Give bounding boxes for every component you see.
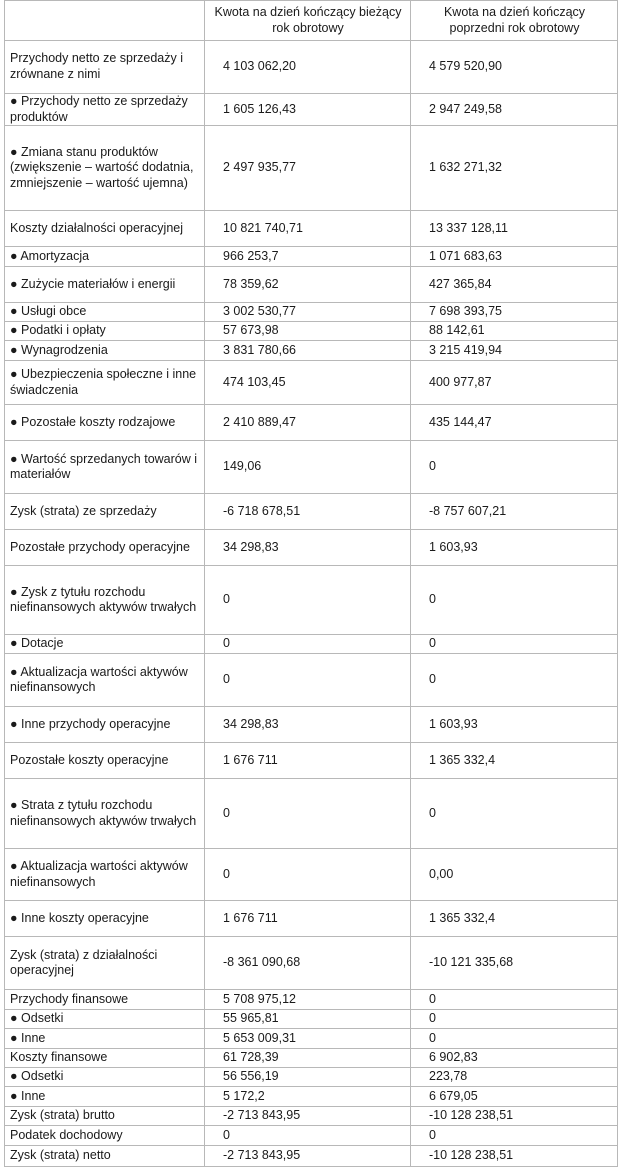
value-current-year: 0 [205, 635, 411, 654]
value-previous-year: 6 902,83 [411, 1049, 618, 1068]
table-row [5, 303, 618, 322]
value-previous-year: 1 071 683,63 [411, 247, 618, 267]
value-current-year: 1 676 711 [205, 901, 411, 937]
table-row [5, 441, 618, 494]
value-current-year: -8 361 090,68 [205, 937, 411, 990]
value-previous-year: 1 365 332,4 [411, 901, 618, 937]
row-label: Pozostałe przychody operacyjne [5, 530, 205, 566]
value-previous-year: -10 128 238,51 [411, 1107, 618, 1126]
value-previous-year: 1 603,93 [411, 707, 618, 743]
value-previous-year: 223,78 [411, 1068, 618, 1087]
value-previous-year: 1 603,93 [411, 530, 618, 566]
value-current-year: 149,06 [205, 441, 411, 494]
value-previous-year: 0,00 [411, 849, 618, 901]
table-row [5, 1126, 618, 1146]
row-label: ● Aktualizacja wartości aktywów niefinansowych [5, 849, 205, 901]
value-previous-year: 0 [411, 635, 618, 654]
value-current-year: 61 728,39 [205, 1049, 411, 1068]
value-current-year: 57 673,98 [205, 322, 411, 341]
header-row [5, 1, 618, 41]
table-row [5, 494, 618, 530]
table-row [5, 937, 618, 990]
value-current-year: 78 359,62 [205, 267, 411, 303]
value-previous-year: 435 144,47 [411, 405, 618, 441]
row-label: ● Odsetki [5, 1068, 205, 1087]
value-previous-year: 3 215 419,94 [411, 341, 618, 361]
row-label: ● Amortyzacja [5, 247, 205, 267]
value-previous-year: 4 579 520,90 [411, 41, 618, 94]
value-previous-year: 0 [411, 654, 618, 707]
row-label: ● Przychody netto ze sprzedaży produktów [5, 94, 205, 126]
value-previous-year: 1 365 332,4 [411, 743, 618, 779]
row-label: Koszty finansowe [5, 1049, 205, 1068]
table-row [5, 635, 618, 654]
row-label: Koszty działalności operacyjnej [5, 211, 205, 247]
row-label: ● Zmiana stanu produktów (zwiększenie – wartość dodatnia, zmniejszenie – wartość ujemna) [5, 126, 205, 211]
header-current-year: Kwota na dzień kończący bieżący rok obrotowy [205, 1, 411, 41]
value-current-year: 10 821 740,71 [205, 211, 411, 247]
table-row [5, 1049, 618, 1068]
row-label: ● Usługi obce [5, 303, 205, 322]
row-label: ● Inne [5, 1029, 205, 1049]
table-row [5, 1068, 618, 1087]
row-label: ● Zysk z tytułu rozchodu niefinansowych aktywów trwałych [5, 566, 205, 635]
value-previous-year: 88 142,61 [411, 322, 618, 341]
table-row [5, 405, 618, 441]
value-current-year: 474 103,45 [205, 361, 411, 405]
row-label: ● Wartość sprzedanych towarów i materiałów [5, 441, 205, 494]
value-previous-year: 6 679,05 [411, 1087, 618, 1107]
value-current-year: -2 713 843,95 [205, 1107, 411, 1126]
value-current-year: 2 497 935,77 [205, 126, 411, 211]
row-label: Zysk (strata) ze sprzedaży [5, 494, 205, 530]
table-row [5, 322, 618, 341]
value-current-year: 34 298,83 [205, 707, 411, 743]
row-label: ● Pozostałe koszty rodzajowe [5, 405, 205, 441]
value-previous-year: 0 [411, 990, 618, 1010]
value-previous-year: -10 128 238,51 [411, 1146, 618, 1167]
row-label: Przychody netto ze sprzedaży i zrównane z nimi [5, 41, 205, 94]
row-label: Przychody finansowe [5, 990, 205, 1010]
row-label: ● Ubezpieczenia społeczne i inne świadczenia [5, 361, 205, 405]
row-label: Zysk (strata) z działalności operacyjnej [5, 937, 205, 990]
value-previous-year: -10 121 335,68 [411, 937, 618, 990]
table-row [5, 341, 618, 361]
value-current-year: 2 410 889,47 [205, 405, 411, 441]
table-row [5, 654, 618, 707]
table-row [5, 743, 618, 779]
row-label: ● Inne przychody operacyjne [5, 707, 205, 743]
table-row [5, 94, 618, 126]
value-previous-year: 2 947 249,58 [411, 94, 618, 126]
table-row [5, 990, 618, 1010]
value-current-year: 34 298,83 [205, 530, 411, 566]
value-current-year: 5 708 975,12 [205, 990, 411, 1010]
table-row [5, 566, 618, 635]
value-current-year: 55 965,81 [205, 1010, 411, 1029]
row-label: ● Odsetki [5, 1010, 205, 1029]
value-previous-year: 0 [411, 1010, 618, 1029]
row-label: ● Aktualizacja wartości aktywów niefinansowych [5, 654, 205, 707]
value-current-year: 3 002 530,77 [205, 303, 411, 322]
row-label: ● Wynagrodzenia [5, 341, 205, 361]
header-empty-cell [5, 1, 205, 41]
value-current-year: 0 [205, 779, 411, 849]
value-current-year: 5 653 009,31 [205, 1029, 411, 1049]
header-previous-year: Kwota na dzień kończący poprzedni rok obrotowy [411, 1, 618, 41]
value-current-year: -6 718 678,51 [205, 494, 411, 530]
table-row [5, 1087, 618, 1107]
value-previous-year: 0 [411, 779, 618, 849]
value-previous-year: 0 [411, 566, 618, 635]
row-label: ● Dotacje [5, 635, 205, 654]
value-current-year: 56 556,19 [205, 1068, 411, 1087]
row-label: Zysk (strata) netto [5, 1146, 205, 1167]
table-body [5, 41, 618, 1167]
table-row [5, 267, 618, 303]
table-row [5, 1029, 618, 1049]
table-row [5, 530, 618, 566]
row-label: Pozostałe koszty operacyjne [5, 743, 205, 779]
value-previous-year: -8 757 607,21 [411, 494, 618, 530]
table-row [5, 41, 618, 94]
value-current-year: 3 831 780,66 [205, 341, 411, 361]
row-label: ● Inne koszty operacyjne [5, 901, 205, 937]
value-current-year: 0 [205, 849, 411, 901]
value-previous-year: 13 337 128,11 [411, 211, 618, 247]
table-row [5, 247, 618, 267]
value-previous-year: 7 698 393,75 [411, 303, 618, 322]
table-row [5, 1107, 618, 1126]
row-label: ● Strata z tytułu rozchodu niefinansowych aktywów trwałych [5, 779, 205, 849]
value-previous-year: 427 365,84 [411, 267, 618, 303]
table-row [5, 361, 618, 405]
row-label: Zysk (strata) brutto [5, 1107, 205, 1126]
value-current-year: 0 [205, 1126, 411, 1146]
row-label: ● Podatki i opłaty [5, 322, 205, 341]
value-current-year: 1 605 126,43 [205, 94, 411, 126]
value-previous-year: 0 [411, 441, 618, 494]
table-row [5, 901, 618, 937]
value-current-year: 0 [205, 566, 411, 635]
value-current-year: 966 253,7 [205, 247, 411, 267]
row-label: ● Inne [5, 1087, 205, 1107]
table-row [5, 1010, 618, 1029]
value-current-year: 5 172,2 [205, 1087, 411, 1107]
table-row [5, 779, 618, 849]
row-label: Podatek dochodowy [5, 1126, 205, 1146]
table-row [5, 211, 618, 247]
value-previous-year: 0 [411, 1029, 618, 1049]
financial-table [4, 0, 618, 1167]
value-previous-year: 400 977,87 [411, 361, 618, 405]
value-current-year: 4 103 062,20 [205, 41, 411, 94]
value-previous-year: 0 [411, 1126, 618, 1146]
value-previous-year: 1 632 271,32 [411, 126, 618, 211]
row-label: ● Zużycie materiałów i energii [5, 267, 205, 303]
value-current-year: 1 676 711 [205, 743, 411, 779]
table-row [5, 707, 618, 743]
value-current-year: 0 [205, 654, 411, 707]
table-row [5, 849, 618, 901]
value-current-year: -2 713 843,95 [205, 1146, 411, 1167]
table-row [5, 126, 618, 211]
